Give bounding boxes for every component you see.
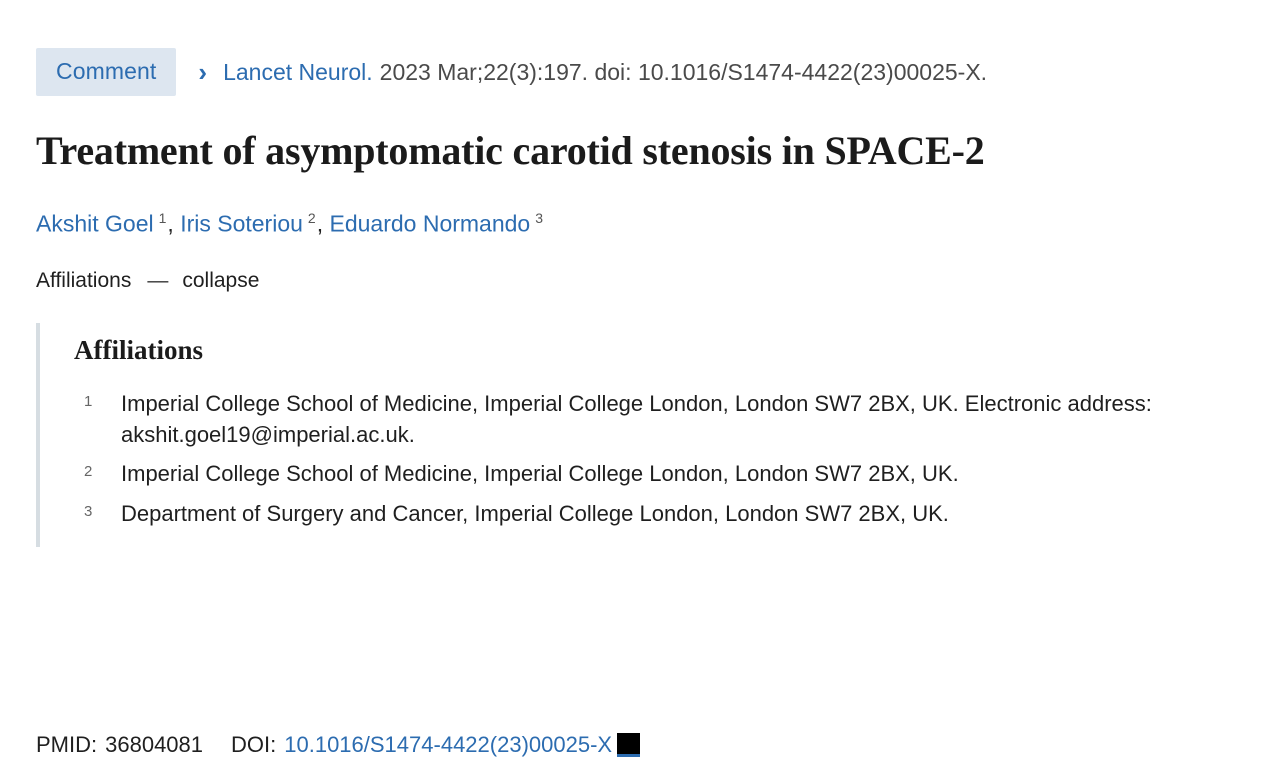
author-link[interactable]: Eduardo Normando <box>329 210 531 237</box>
affiliation-number: 1 <box>84 392 93 410</box>
author-affiliation-marker: 2 <box>307 210 316 227</box>
author-link[interactable]: Akshit Goel <box>36 210 154 237</box>
affiliations-toggle-label: Affiliations <box>36 268 132 292</box>
chevron-right-icon: › <box>198 57 208 87</box>
pmid-value: 36804081 <box>105 732 204 757</box>
author-affiliation-marker: 1 <box>158 210 167 227</box>
doi-link[interactable]: 10.1016/S1474-4422(23)00025-X <box>284 732 613 757</box>
text-cursor-indicator <box>617 733 640 757</box>
author-separator: , <box>316 210 324 237</box>
affiliations-toggle[interactable] <box>36 269 1244 293</box>
affiliation-number: 2 <box>84 463 93 481</box>
doi-label: DOI: <box>231 732 277 757</box>
affiliation-text: Department of Surgery and Cancer, Imperial College London, London SW7 2BX, UK. <box>121 500 949 526</box>
author-link[interactable]: Iris Soteriou <box>180 210 303 237</box>
pmid-label: PMID: <box>36 732 98 757</box>
author-list <box>36 211 1244 236</box>
affiliations-heading: Affiliations <box>74 334 204 365</box>
affiliation-text: Imperial College School of Medicine, Imperial College London, London SW7 2BX, UK. <box>121 461 959 487</box>
author-separator: , <box>167 210 174 237</box>
citation-details: 2023 Mar;22(3):197. doi: 10.1016/S1474-4422(23)00025-X. <box>379 58 988 85</box>
citation-line <box>36 52 1244 92</box>
affiliations-panel <box>36 323 1244 547</box>
page-title: Treatment of asymptomatic carotid stenosis in SPACE-2 <box>36 128 985 173</box>
journal-link[interactable]: Lancet Neurol. <box>223 58 373 85</box>
minus-icon: — <box>147 268 169 292</box>
list-item <box>74 388 1244 450</box>
affiliation-text: Imperial College School of Medicine, Imperial College London, London SW7 2BX, UK. Electronic address: akshit.goel19@imperial.ac.uk. <box>121 390 1152 448</box>
publication-type-badge[interactable]: Comment <box>36 48 176 96</box>
author-affiliation-marker: 3 <box>535 210 544 227</box>
affiliations-list <box>74 388 1244 529</box>
affiliation-number: 3 <box>84 502 93 520</box>
collapse-link[interactable]: collapse <box>182 268 260 292</box>
identifiers-row <box>36 732 640 758</box>
list-item <box>74 498 1244 529</box>
list-item <box>74 458 1244 489</box>
